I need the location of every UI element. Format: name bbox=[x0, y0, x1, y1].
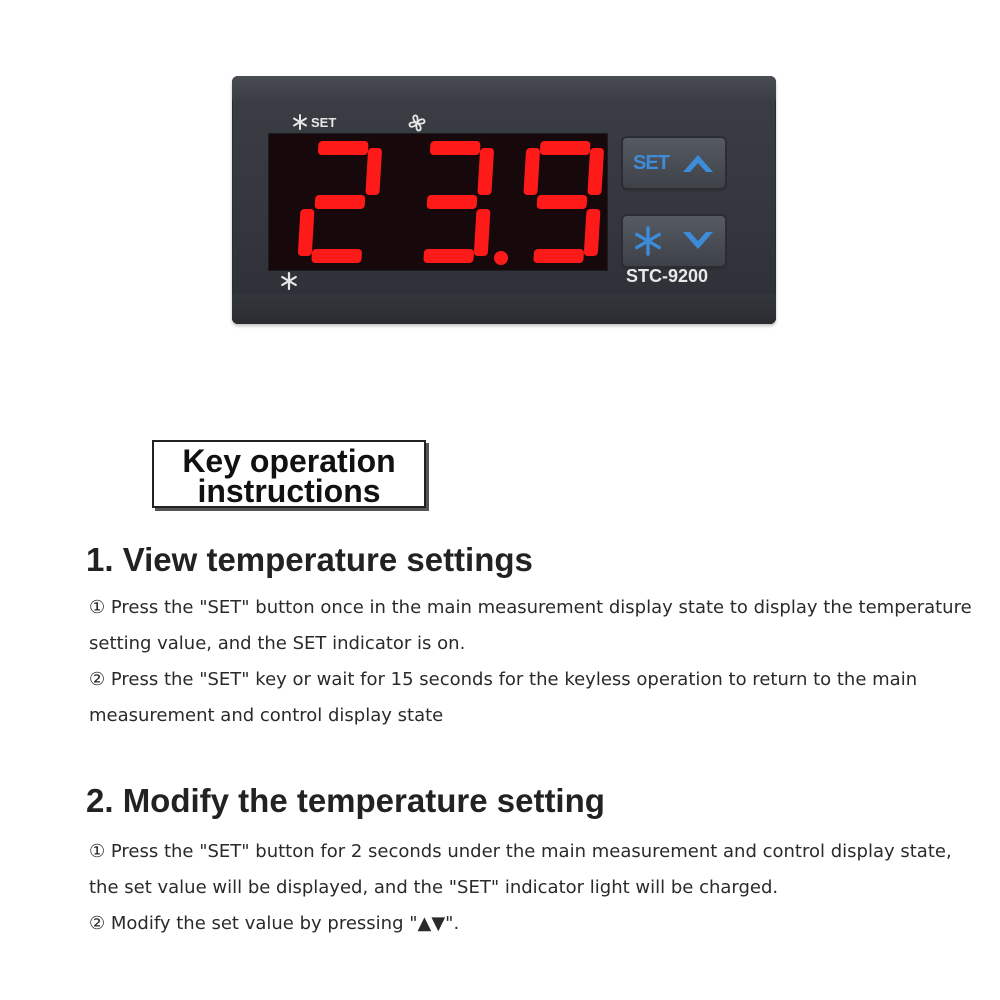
set-up-button[interactable] bbox=[623, 138, 725, 188]
led-segment-c bbox=[584, 209, 601, 256]
led-segment-g bbox=[427, 195, 478, 209]
model-label: STC-9200 bbox=[626, 266, 709, 286]
key-operation-title-box bbox=[152, 440, 426, 508]
set-indicator bbox=[292, 114, 336, 130]
led-segment-a bbox=[318, 141, 369, 155]
set-indicator-label: SET bbox=[311, 114, 337, 130]
led-segment-a bbox=[540, 141, 591, 155]
led-segment-e bbox=[298, 209, 315, 256]
section-1-paragraph-2: ② Press the "SET" key or wait for 15 seconds for the keyless operation to return to the main measurement and control display state bbox=[89, 669, 918, 726]
cool-down-button[interactable] bbox=[623, 216, 725, 266]
device-bottom-bezel bbox=[232, 294, 776, 324]
led-segment-g bbox=[315, 195, 366, 209]
led-segment-f bbox=[523, 148, 540, 195]
led-decimal-point bbox=[494, 251, 508, 265]
led-segment-a bbox=[430, 141, 481, 155]
snowflake-icon bbox=[633, 226, 663, 256]
led-segment-d bbox=[533, 249, 584, 263]
title-line-1: Key operation bbox=[182, 443, 396, 479]
thermostat-device bbox=[232, 76, 776, 324]
led-segment-b bbox=[477, 148, 494, 195]
fan-icon bbox=[408, 114, 426, 132]
section-1-paragraph-1: ① Press the "SET" button once in the main measurement display state to display the temperature setting value, and the SET indicator is on. bbox=[89, 597, 972, 654]
led-segment-g bbox=[537, 195, 588, 209]
led-segment-c bbox=[474, 209, 491, 256]
led-segment-d bbox=[311, 249, 362, 263]
section-2-paragraph-1: ① Press the "SET" button for 2 seconds under the main measurement and control display state, the set value will be displayed, and the "SET" indicator light will be charged. bbox=[89, 841, 952, 898]
cooling-snowflake-icon bbox=[280, 272, 298, 290]
device-top-bezel bbox=[232, 76, 776, 100]
led-segment-d bbox=[423, 249, 474, 263]
set-up-button-label: SET bbox=[633, 151, 669, 174]
led-segment-b bbox=[365, 148, 382, 195]
section-1-heading: 1. View temperature settings bbox=[86, 541, 533, 578]
section-2-paragraph-2: ② Modify the set value by pressing "▲▼". bbox=[89, 913, 460, 934]
chevron-up-icon bbox=[681, 152, 715, 174]
snowflake-icon bbox=[292, 114, 308, 130]
led-segment-b bbox=[587, 148, 604, 195]
section-2-heading: 2. Modify the temperature setting bbox=[86, 782, 605, 819]
led-digits bbox=[269, 134, 607, 270]
title-line-2: instructions bbox=[197, 473, 381, 509]
chevron-down-icon bbox=[681, 230, 715, 252]
led-display bbox=[268, 133, 608, 271]
